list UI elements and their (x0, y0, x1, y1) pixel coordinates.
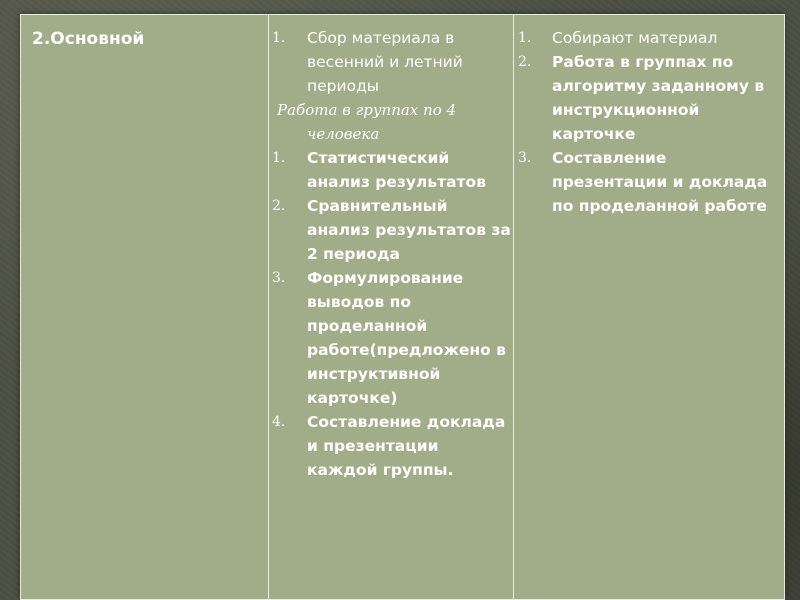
list-text: Составление доклада и презентации каждой группы. (307, 413, 506, 479)
list-item (269, 146, 513, 194)
list-item (514, 26, 784, 50)
teacher-activity-list (269, 15, 513, 482)
list-item (269, 410, 513, 482)
student-activity-list (514, 15, 784, 218)
list-text: Формулирование выводов по проделанной работе(предложено в инструктивной карточке) (307, 269, 506, 407)
teacher-activity-cell (269, 15, 514, 600)
list-number: 2. (518, 54, 532, 70)
list-text: Собирают материал (552, 29, 718, 47)
list-number: 2. (272, 198, 286, 214)
stage-table (20, 14, 785, 600)
list-item (269, 266, 513, 410)
list-number: 1. (272, 30, 286, 46)
group-note-line2: человека (307, 125, 380, 143)
list-number: 4. (272, 414, 286, 430)
list-item (514, 50, 784, 146)
group-note-line1: Работа в группах по 4 (277, 101, 457, 119)
list-text: Работа в группах по алгоритму заданному в инструкционной карточке (552, 53, 765, 143)
list-item (514, 146, 784, 218)
list-text: Статистический анализ результатов (307, 149, 486, 191)
group-note (269, 98, 513, 146)
stage-title: 2.Основной (32, 29, 145, 49)
list-number: 1. (518, 30, 532, 46)
list-number: 1. (272, 150, 286, 166)
list-text: Сбор материала в весенний и летний периоды (307, 29, 463, 95)
table-row (21, 15, 785, 600)
student-activity-cell (514, 15, 785, 600)
list-number: 3. (518, 150, 532, 166)
list-text: Составление презентации и доклада по проделанной работе (552, 149, 768, 215)
list-text: Сравнительный анализ результатов за 2 периода (307, 197, 511, 263)
list-item (269, 26, 513, 98)
list-number: 3. (272, 270, 286, 286)
list-item (269, 194, 513, 266)
stage-cell (21, 15, 269, 600)
